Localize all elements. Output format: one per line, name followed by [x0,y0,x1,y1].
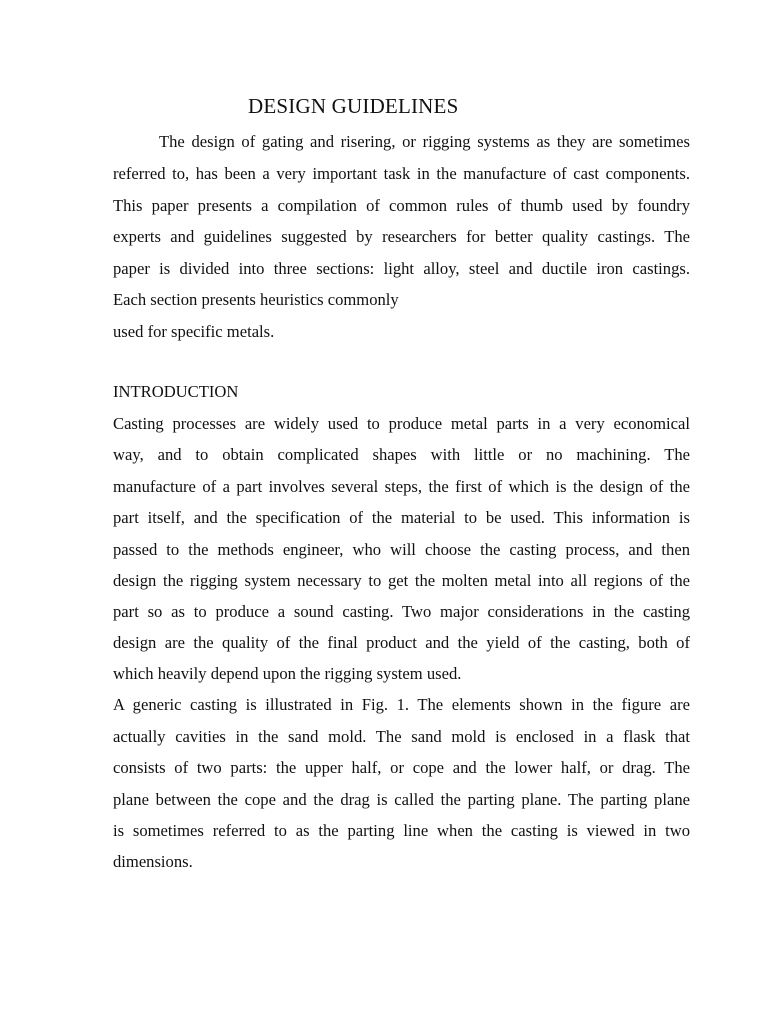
document-title: DESIGN GUIDELINES [248,94,459,118]
intro-line: manufacture of a part involves several steps, the first of which is the design of the [113,477,690,496]
abstract-line: Each section presents heuristics commonly [113,290,399,309]
abstract-line: paper is divided into three sections: light alloy, steel and ductile iron castings. [113,259,690,278]
generic-casting-line: A generic casting is illustrated in Fig. 1. The elements shown in the figure are [113,695,690,714]
intro-line: part so as to produce a sound casting. Two major considerations in the casting [113,602,690,621]
generic-casting-line: plane between the cope and the drag is called the parting plane. The parting plane [113,790,690,809]
intro-line: design the rigging system necessary to get the molten metal into all regions of the [113,571,690,590]
intro-line: part itself, and the specification of the material to be used. This information is [113,508,690,527]
abstract-line: This paper presents a compilation of common rules of thumb used by foundry [113,196,690,215]
intro-line: Casting processes are widely used to produce metal parts in a very economical [113,414,690,433]
intro-line: passed to the methods engineer, who will choose the casting process, and then [113,540,690,559]
abstract-line: The design of gating and risering, or rigging systems as they are sometimes [159,132,690,151]
intro-line: way, and to obtain complicated shapes with little or no machining. The [113,445,690,464]
generic-casting-line: dimensions. [113,852,193,871]
section-heading-introduction: INTRODUCTION [113,382,239,401]
intro-line: design are the quality of the final product and the yield of the casting, both of [113,633,690,652]
abstract-line: experts and guidelines suggested by researchers for better quality castings. The [113,227,690,246]
generic-casting-line: consists of two parts: the upper half, or cope and the lower half, or drag. The [113,758,690,777]
generic-casting-line: is sometimes referred to as the parting line when the casting is viewed in two [113,821,690,840]
generic-casting-line: actually cavities in the sand mold. The sand mold is enclosed in a flask that [113,727,690,746]
abstract-line: used for specific metals. [113,322,275,341]
intro-line: which heavily depend upon the rigging system used. [113,664,462,683]
abstract-line: referred to, has been a very important task in the manufacture of cast components. [113,164,690,183]
